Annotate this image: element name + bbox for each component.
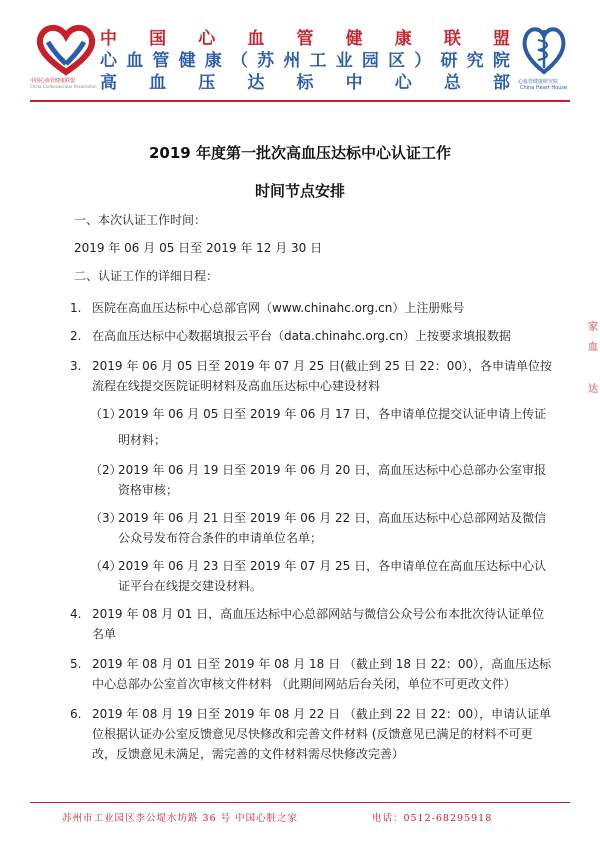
list-item-line: 名单 (92, 627, 117, 641)
letterhead-line-3 (100, 72, 510, 94)
letterhead-char: 心 (198, 29, 216, 49)
letterhead-char: 业 (335, 51, 353, 71)
letterhead-char: 标 (296, 73, 314, 93)
letterhead-char: 康 (204, 51, 222, 71)
letterhead-char: （ (230, 51, 248, 71)
letterhead-char: 部 (493, 73, 510, 93)
list-item-number: 4. (70, 607, 82, 621)
letterhead-char: 中 (345, 73, 363, 93)
sub-item-line: 资格审核； (118, 483, 179, 497)
list-item-number: 3. (70, 359, 82, 373)
letterhead-char: 健 (345, 29, 363, 49)
sub-item-line: 2019 年 06 月 21 日至 2019 年 06 月 22 日，高血压达标中心总部网站及微信 (118, 511, 547, 525)
letterhead-char: 国 (149, 29, 167, 49)
letterhead-char: 管 (296, 29, 314, 49)
list-item-number: 2. (70, 329, 82, 343)
letterhead-char: 院 (492, 51, 510, 71)
sub-item-number: （4） (90, 559, 122, 573)
list-item-line: 在高血压达标中心数据填报云平台（data.chinahc.org.cn）上按要求填报数据 (92, 329, 512, 343)
letterhead-char: 研 (440, 51, 458, 71)
heart-hands-icon (34, 22, 98, 76)
sub-item-number: （1） (90, 407, 122, 421)
list-item-line: 中心总部办公室首次审核文件材料 （此期间网站后台关闭，单位不可更改文件） (92, 677, 516, 691)
letterhead-char: 究 (466, 51, 484, 71)
letterhead-char: 心 (394, 73, 412, 93)
footer-divider (30, 802, 570, 803)
seal-fragment: 血 (588, 342, 598, 353)
letterhead-char: 联 (443, 29, 461, 49)
list-item-number: 5. (70, 657, 82, 671)
alliance-logo (30, 22, 102, 90)
sub-item-line: 2019 年 06 月 19 日至 2019 年 06 月 20 日，高血压达标中心总部办公室审报 (118, 463, 547, 477)
letterhead-char: 园 (361, 51, 379, 71)
letterhead-char: 压 (198, 73, 216, 93)
sub-item-number: （3） (90, 511, 122, 525)
alliance-logo-caption-en: China Cardiovascular Association (30, 84, 97, 89)
sub-item-line: 证平台在线提交建设材料。 (118, 579, 263, 593)
list-item-line: 2019 年 08 月 19 日至 2019 年 08 月 22 日 （截止到 22 日 22：00），申请认证单 (92, 707, 552, 721)
section1-period: 2019 年 06 月 05 日至 2019 年 12 月 30 日 (74, 241, 323, 255)
sub-item-line: 明材料； (118, 433, 167, 447)
footer-phone: 电话：0512-68295918 (372, 813, 493, 824)
list-item-line: 2019 年 08 月 01 日至 2019 年 08 月 18 日 （截止到 18 日 22：00），高血压达标 (92, 657, 552, 671)
letterhead-char: 工 (309, 51, 327, 71)
list-item-number: 6. (70, 707, 82, 721)
institute-logo-caption-en: China Heart House (520, 85, 568, 91)
list-item-number: 1. (70, 301, 82, 315)
letterhead-char: 高 (100, 73, 117, 93)
letterhead-char: 健 (178, 51, 196, 71)
section2-heading: 二、认证工作的详细日程： (74, 269, 219, 283)
list-item-line: 医院在高血压达标中心总部官网（www.chinahc.org.cn）上注册账号 (92, 301, 465, 315)
institute-logo-caption: 心血管健康研究院 (518, 79, 559, 85)
letterhead-line-2 (100, 50, 510, 72)
sub-item-line: 2019 年 06 月 23 日至 2019 年 07 月 25 日，各申请单位在高血压达标中心认 (118, 559, 547, 573)
sub-item-line: 公众号发布符合条件的申请单位名单； (118, 531, 323, 545)
caduceus-heart-icon (520, 24, 568, 76)
letterhead-char: 管 (152, 51, 170, 71)
letterhead-char: 达 (247, 73, 265, 93)
list-item-line: 改，反馈意见未满足，需完善的文件材料需尽快修改完善） (92, 747, 405, 761)
letterhead-divider (30, 100, 570, 102)
letterhead-char: 盟 (493, 29, 510, 49)
seal-fragment: 达 (588, 384, 598, 395)
document-title: 2019 年度第一批次高血压达标中心认证工作 (149, 144, 451, 162)
letterhead-char: 州 (283, 51, 301, 71)
list-item-line: 2019 年 06 月 05 日至 2019 年 07 月 25 日(截止到 25 日 22：00），各申请单位按 (92, 359, 553, 373)
letterhead-char: ） (414, 51, 432, 71)
letterhead-char: 康 (394, 29, 412, 49)
letterhead-char: 血 (126, 51, 144, 71)
list-item-line: 2019 年 08 月 01 日，高血压达标中心总部网站与微信公众号公布本批次待认证单位 (92, 607, 545, 621)
institute-logo (514, 24, 574, 96)
alliance-logo-caption: 中国心血管健康联盟 (30, 78, 76, 84)
list-item-line: 位根据认证办公室反馈意见尽快修改和完善文件材料 (反馈意见已满足的材料不可更 (92, 727, 533, 741)
letterhead-text (100, 28, 510, 94)
letterhead (0, 0, 600, 100)
letterhead-char: 血 (149, 73, 167, 93)
letterhead-char: 苏 (257, 51, 275, 71)
document-subtitle: 时间节点安排 (254, 182, 345, 200)
section1-heading: 一、本次认证工作时间： (74, 213, 207, 227)
letterhead-char: 区 (388, 51, 406, 71)
sub-item-line: 2019 年 06 月 05 日至 2019 年 06 月 17 日，各申请单位提交认证申请上传证 (118, 407, 547, 421)
letterhead-char: 中 (100, 29, 117, 49)
letterhead-line-1 (100, 28, 510, 50)
letterhead-char: 血 (247, 29, 265, 49)
letterhead-char: 总 (443, 73, 461, 93)
footer-address: 苏州市工业园区李公堤水坊路 36 号 中国心脏之家 (62, 813, 299, 824)
sub-item-number: （2） (90, 463, 122, 477)
seal-fragment: 家 (588, 322, 598, 333)
letterhead-char: 心 (100, 51, 117, 71)
list-item-line: 流程在线提交医院证明材料及高血压达标中心建设材料 (92, 379, 381, 393)
